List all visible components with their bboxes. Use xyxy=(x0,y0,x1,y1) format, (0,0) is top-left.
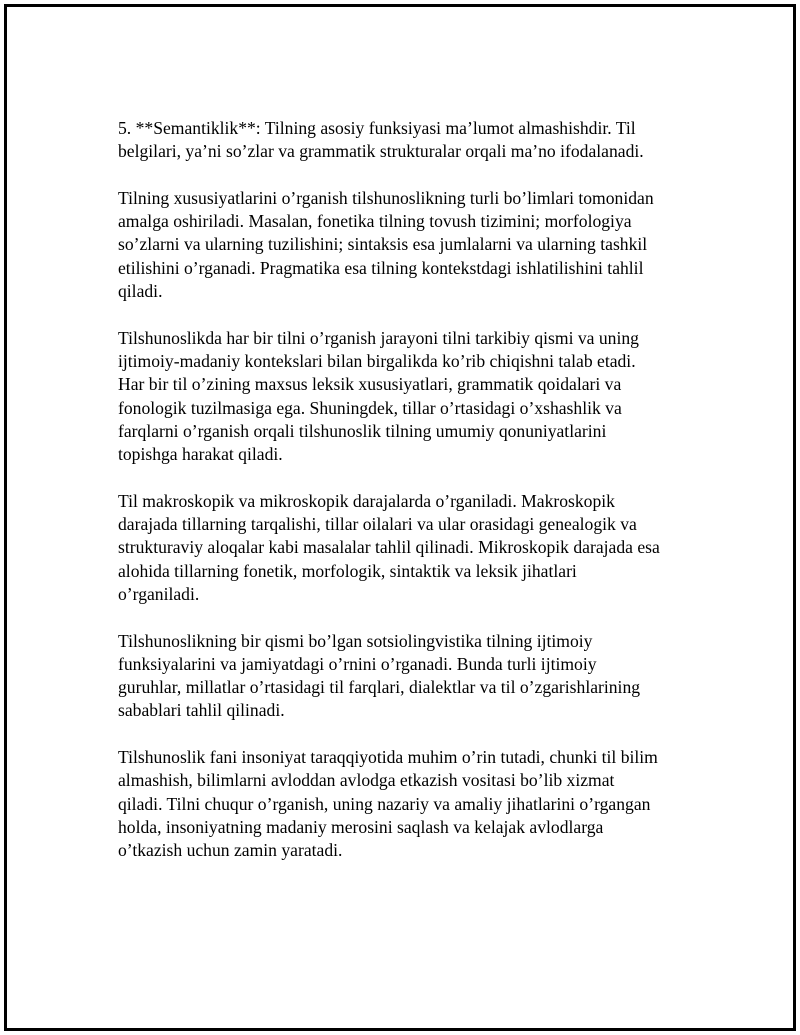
text-line: farqlarni o’rganish orqali tilshunoslik tilning umumiy qonuniyatlarini xyxy=(118,420,607,441)
text-line: o’rganiladi. xyxy=(118,583,200,604)
paragraph-xususiyatlar xyxy=(118,187,690,303)
text-line: funksiyalarini va jamiyatdagi o’rnini o’rganadi. Bunda turli ijtimoiy xyxy=(118,653,597,674)
text-line: qiladi. xyxy=(118,281,163,302)
text-line: 5. **Semantiklik**: Tilning asosiy funksiyasi ma’lumot almashishdir. Til xyxy=(118,118,636,138)
text-line: belgilari, ya’ni so’zlar va grammatik strukturalar orqali ma’no ifodalanadi. xyxy=(118,141,644,162)
paragraph-tilshunoslik-fani xyxy=(118,746,690,862)
text-line: Til makroskopik va mikroskopik darajalarda o’rganiladi. Makroskopik xyxy=(118,490,615,511)
text-line: o’tkazish uchun zamin yaratadi. xyxy=(118,840,343,861)
text-line: amalga oshiriladi. Masalan, fonetika tilning tovush tizimini; morfologiya xyxy=(118,211,632,232)
text-line: Tilshunoslik fani insoniyat taraqqiyotida muhim o’rin tutadi, chunki til bilim xyxy=(118,747,658,768)
text-line: Har bir til o’zining maxsus leksik xususiyatlari, grammatik qoidalari va xyxy=(118,374,622,395)
text-line: almashish, bilimlarni avloddan avlodga etkazish vositasi bo’lib xizmat xyxy=(118,770,615,791)
text-line: fonologik tuzilmasiga ega. Shuningdek, tillar o’rtasidagi o’xshashlik va xyxy=(118,397,622,418)
text-line: Tilshunoslikning bir qismi bo’lgan sotsiolingvistika tilning ijtimoiy xyxy=(118,630,593,651)
text-line: topishga harakat qiladi. xyxy=(118,444,283,465)
document-body xyxy=(118,117,690,886)
paragraph-makroskopik xyxy=(118,490,690,606)
text-line: so’zlarni va ularning tuzilishini; sintaksis esa jumlalarni va ularning tashkil xyxy=(118,234,648,255)
text-line: alohida tillarning fonetik, morfologik, sintaktik va leksik jihatlari xyxy=(118,560,577,581)
paragraph-semantiklik xyxy=(118,117,690,164)
text-line: guruhlar, millatlar o’rtasidagi til farqlari, dialektlar va til o’zgarishlarining xyxy=(118,677,641,698)
text-line: darajada tillarning tarqalishi, tillar oilalari va ular orasidagi genealogik va xyxy=(118,514,637,535)
text-line: holda, insoniyatning madaniy merosini saqlash va kelajak avlodlarga xyxy=(118,816,604,837)
text-line: sabablari tahlil qilinadi. xyxy=(118,700,285,721)
text-line: qiladi. Tilni chuqur o’rganish, uning nazariy va amaliy jihatlarini o’rgangan xyxy=(118,793,651,814)
text-line: Tilning xususiyatlarini o’rganish tilshunoslikning turli bo’limlari tomonidan xyxy=(118,187,654,208)
text-line: strukturaviy aloqalar kabi masalalar tahlil qilinadi. Mikroskopik darajada esa xyxy=(118,537,660,558)
text-line: ijtimoiy-madaniy kontekslari bilan birgalikda ko’rib chiqishni talab etadi. xyxy=(118,350,636,371)
paragraph-tilshunoslikda xyxy=(118,327,690,467)
text-line: etilishini o’rganadi. Pragmatika esa tilning kontekstdagi ishlatilishini tahlil xyxy=(118,257,644,278)
text-line: Tilshunoslikda har bir tilni o’rganish jarayoni tilni tarkibiy qismi va uning xyxy=(118,327,639,348)
paragraph-sotsiolingvistika xyxy=(118,630,690,723)
